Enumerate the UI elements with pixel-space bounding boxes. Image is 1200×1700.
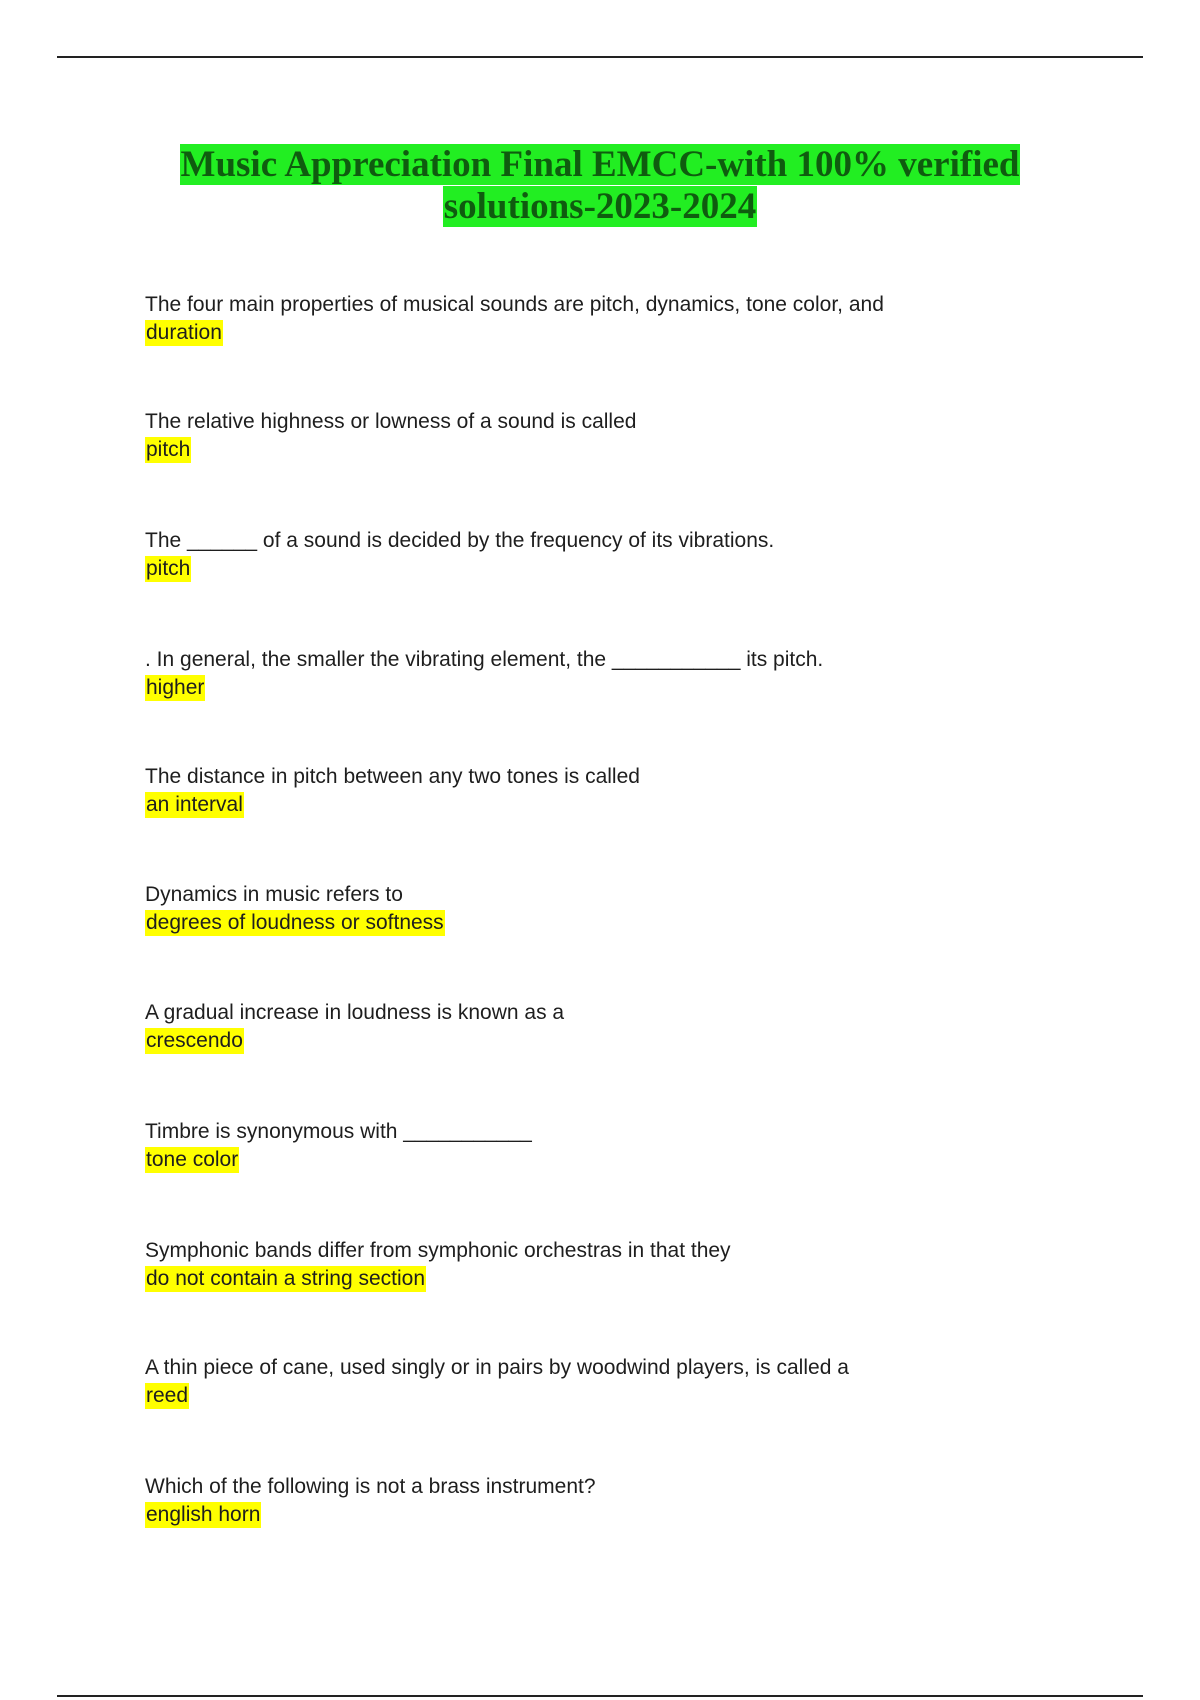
qa-item bbox=[145, 1118, 1085, 1174]
question-text: Symphonic bands differ from symphonic orchestras in that they bbox=[145, 1239, 731, 1262]
bottom-divider bbox=[57, 1695, 1143, 1697]
answer-text: tone color bbox=[146, 1148, 239, 1171]
answer-text: pitch bbox=[146, 438, 191, 461]
question-text: Which of the following is not a brass instrument? bbox=[145, 1475, 596, 1498]
document-title bbox=[0, 144, 1200, 228]
answer-highlight bbox=[145, 909, 1085, 937]
question-text: The ______ of a sound is decided by the frequency of its vibrations. bbox=[145, 529, 775, 552]
qa-item bbox=[145, 1237, 1085, 1293]
answer-highlight bbox=[145, 1027, 1085, 1055]
qa-item bbox=[145, 646, 1085, 702]
title-line-1: Music Appreciation Final EMCC-with 100% verified bbox=[180, 144, 1020, 185]
answer-text: reed bbox=[146, 1384, 189, 1407]
answer-text: crescendo bbox=[146, 1029, 243, 1052]
answer-text: english horn bbox=[146, 1503, 261, 1526]
question-text: The four main properties of musical sounds are pitch, dynamics, tone color, and bbox=[145, 293, 884, 316]
answer-text: higher bbox=[146, 676, 205, 699]
question-text: The relative highness or lowness of a sound is called bbox=[145, 410, 637, 433]
question-text: A thin piece of cane, used singly or in pairs by woodwind players, is called a bbox=[145, 1356, 849, 1379]
qa-item bbox=[145, 408, 1085, 464]
question-text: The distance in pitch between any two tones is called bbox=[145, 765, 640, 788]
answer-text: duration bbox=[146, 321, 222, 344]
qa-item bbox=[145, 763, 1085, 819]
question-text: Dynamics in music refers to bbox=[145, 883, 403, 906]
answer-highlight bbox=[145, 1382, 1085, 1410]
answer-highlight bbox=[145, 319, 1085, 347]
title-line-2: solutions-2023-2024 bbox=[443, 186, 757, 227]
answer-text: do not contain a string section bbox=[146, 1267, 426, 1290]
qa-item bbox=[145, 1473, 1085, 1529]
question-text: Timbre is synonymous with ___________ bbox=[145, 1120, 532, 1143]
top-divider bbox=[57, 56, 1143, 58]
qa-item bbox=[145, 1354, 1085, 1410]
answer-text: pitch bbox=[146, 557, 191, 580]
answer-highlight bbox=[145, 1501, 1085, 1529]
qa-item bbox=[145, 881, 1085, 937]
answer-highlight bbox=[145, 1146, 1085, 1174]
qa-item bbox=[145, 999, 1085, 1055]
answer-highlight bbox=[145, 555, 1085, 583]
question-text: A gradual increase in loudness is known as a bbox=[145, 1001, 565, 1024]
answer-highlight bbox=[145, 791, 1085, 819]
answer-text: an interval bbox=[146, 793, 243, 816]
qa-item bbox=[145, 527, 1085, 583]
question-text: . In general, the smaller the vibrating element, the ___________ its pitch. bbox=[145, 648, 824, 671]
answer-text: degrees of loudness or softness bbox=[146, 911, 444, 934]
answer-highlight bbox=[145, 1265, 1085, 1293]
answer-highlight bbox=[145, 436, 1085, 464]
answer-highlight bbox=[145, 674, 1085, 702]
qa-item bbox=[145, 291, 1085, 347]
